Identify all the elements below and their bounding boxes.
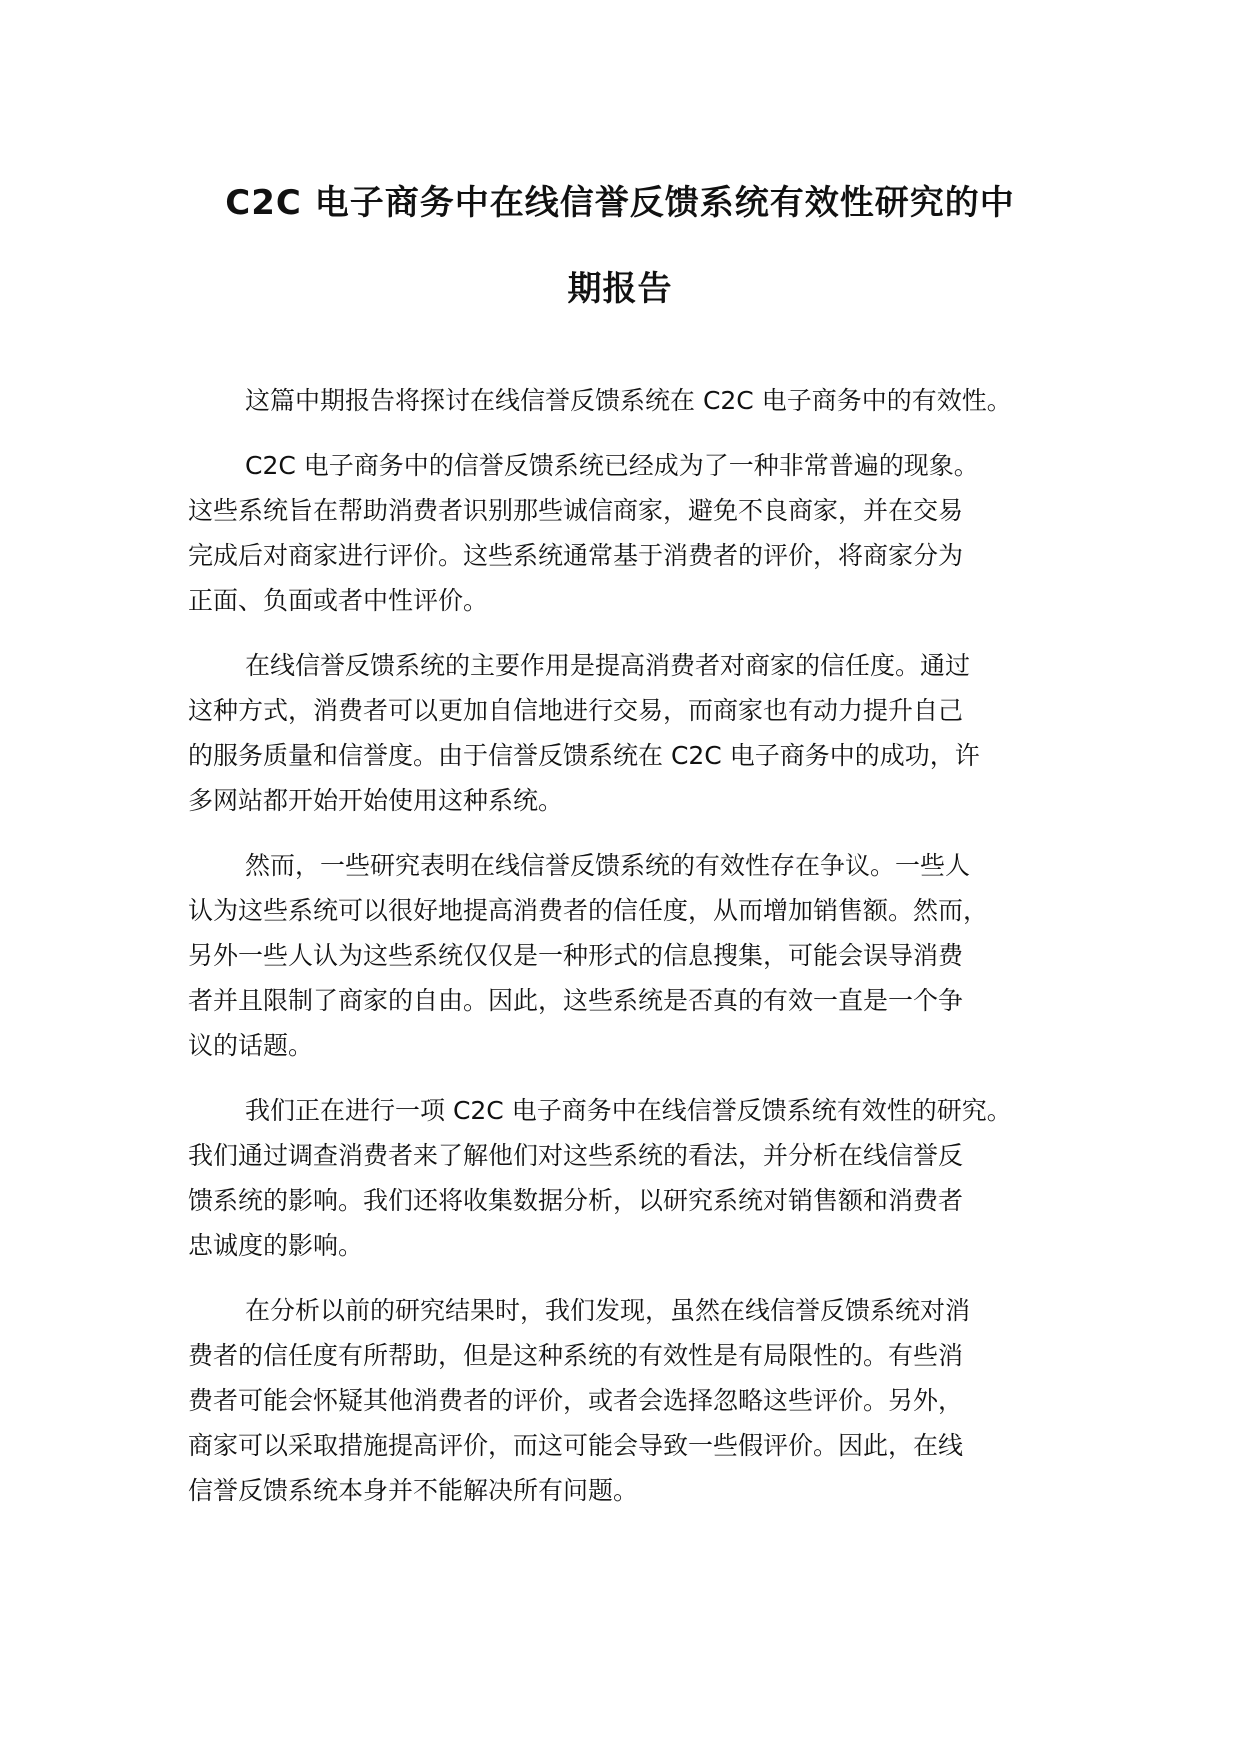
paragraph-line: 商家可以采取措施提高评价，而这可能会导致一些假评价。因此，在线 (188, 1431, 964, 1460)
paragraph-line: 在分析以前的研究结果时，我们发现，虽然在线信誉反馈系统对消 (245, 1296, 971, 1325)
paragraph-line: 我们通过调查消费者来了解他们对这些系统的看法，并分析在线信誉反 (188, 1141, 964, 1170)
document-title-line-1: C2C 电子商务中在线信誉反馈系统有效性研究的中 (225, 183, 1015, 223)
paragraph-line: 议的话题。 (188, 1031, 314, 1060)
paragraph-5 (188, 1088, 1068, 1268)
paragraph-2 (188, 443, 1068, 623)
paragraph-line: 认为这些系统可以很好地提高消费者的信任度，从而增加销售额。然而， (188, 896, 989, 925)
paragraph-line: 这篇中期报告将探讨在线信誉反馈系统在 C2C 电子商务中的有效性。 (245, 386, 1012, 415)
document-title-line-2: 期报告 (567, 269, 673, 309)
paragraph-line: 在线信誉反馈系统的主要作用是提高消费者对商家的信任度。通过 (245, 651, 971, 680)
paragraph-line: 馈系统的影响。我们还将收集数据分析，以研究系统对销售额和消费者 (188, 1186, 964, 1215)
paragraph-line: 者并且限制了商家的自由。因此，这些系统是否真的有效一直是一个争 (188, 986, 964, 1015)
paragraph-line: 多网站都开始开始使用这种系统。 (188, 786, 564, 815)
paragraph-line: 我们正在进行一项 C2C 电子商务中在线信誉反馈系统有效性的研究。 (245, 1096, 1012, 1125)
paragraph-line: 完成后对商家进行评价。这些系统通常基于消费者的评价，将商家分为 (188, 541, 964, 570)
paragraph-line: 忠诚度的影响。 (188, 1231, 364, 1260)
paragraph-line: 这些系统旨在帮助消费者识别那些诚信商家，避免不良商家，并在交易 (188, 496, 964, 525)
paragraph-6 (188, 1288, 1068, 1513)
paragraph-line: 的服务质量和信誉度。由于信誉反馈系统在 C2C 电子商务中的成功，许 (188, 741, 980, 770)
paragraph-3 (188, 643, 1068, 823)
paragraph-line: 另外一些人认为这些系统仅仅是一种形式的信息搜集，可能会误导消费 (188, 941, 964, 970)
paragraph-line: 信誉反馈系统本身并不能解决所有问题。 (188, 1476, 639, 1505)
paragraph-line: 然而，一些研究表明在线信誉反馈系统的有效性存在争议。一些人 (245, 851, 971, 880)
paragraph-1 (188, 378, 1068, 423)
paragraph-4 (188, 843, 1068, 1068)
paragraph-line: 费者可能会怀疑其他消费者的评价，或者会选择忽略这些评价。另外， (188, 1386, 964, 1415)
document-body (188, 378, 1068, 1533)
paragraph-line: C2C 电子商务中的信誉反馈系统已经成为了一种非常普遍的现象。 (245, 451, 979, 480)
paragraph-line: 这种方式，消费者可以更加自信地进行交易，而商家也有动力提升自己 (188, 696, 964, 725)
paragraph-line: 费者的信任度有所帮助，但是这种系统的有效性是有局限性的。有些消 (188, 1341, 964, 1370)
paragraph-line: 正面、负面或者中性评价。 (188, 586, 489, 615)
